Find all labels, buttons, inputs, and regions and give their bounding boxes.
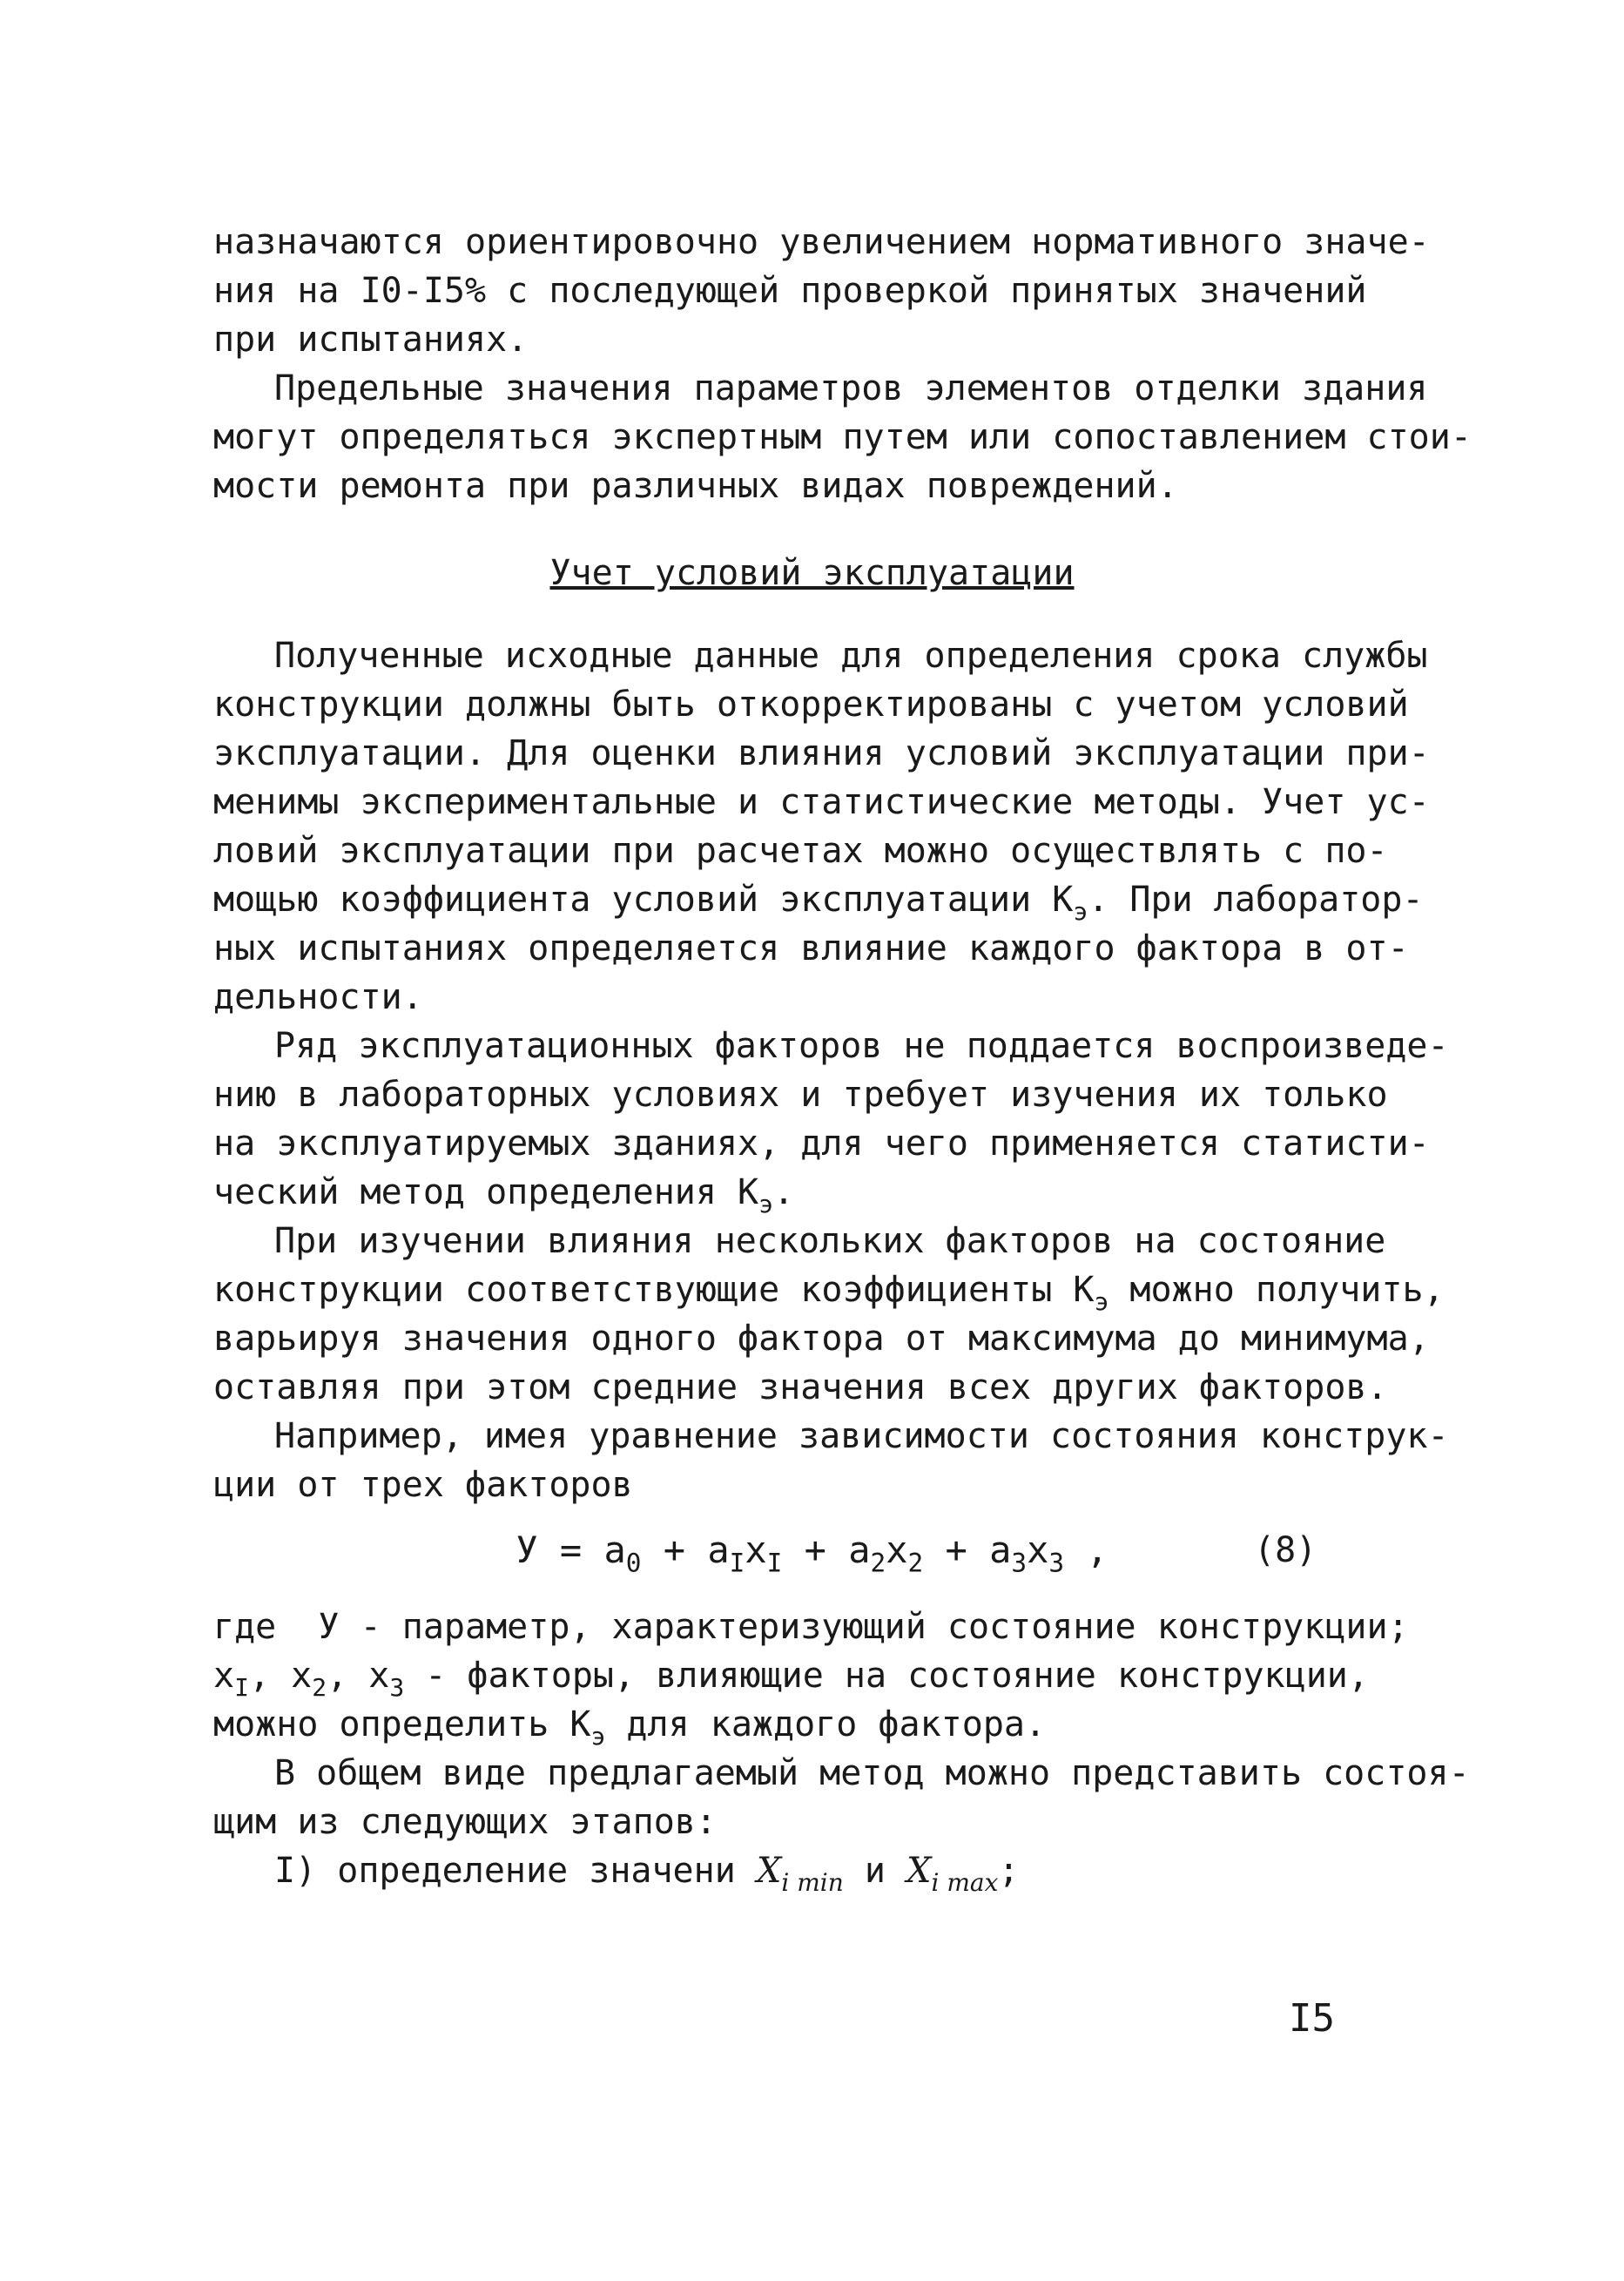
text-fragment: , x [327,1656,390,1696]
text-line: Например, имея уравнение зависимости состояния конструк- [274,1416,1449,1456]
text-line: щим из следующих этапов: [213,1802,717,1842]
text-line: варьируя значения одного фактора от максимума до минимума, [213,1319,1430,1359]
equation-sub: I [766,1548,783,1578]
equation-sub: 2 [870,1548,886,1578]
equation [0,1524,1624,1589]
text-line: назначаются ориентировочно увеличением нормативного значе- [213,222,1430,262]
subscript-e: э [1094,1286,1109,1316]
equation-sub: 3 [389,1672,405,1702]
text-line: на эксплуатируемых зданиях, для чего применяется статисти- [213,1124,1430,1164]
equation-part: , [1064,1529,1108,1571]
equation-part: + a [641,1529,730,1571]
text-line: ных испытаниях определяется влияние каждого фактора в от- [213,928,1409,968]
text-fragment: конструкции соответствующие коэффициенты К [213,1270,1095,1310]
equation-y: У [516,1529,538,1571]
subscript-e: э [758,1189,773,1218]
text-fragment: . [773,1172,795,1212]
text-fragment: x [213,1656,235,1696]
text-fragment: . При лаборатор- [1088,880,1424,920]
text-line: при испытаниях. [213,320,529,360]
text-line: где У - параметр, характеризующий состояние конструкции; [213,1607,1409,1647]
text-fragment: для каждого фактора. [605,1704,1047,1744]
text-line: Полученные исходные данные для определения срока службы [274,636,1428,676]
text-line: ния на I0-I5% с последующей проверкой принятых значений [213,271,1367,311]
text-line: оставляя при этом средние значения всех других факторов. [213,1367,1388,1407]
equation-sub: I [234,1672,249,1702]
equation-sub: 3 [1011,1548,1028,1578]
equation-number: (8) [1254,1530,1317,1570]
text-fragment: можно определить К [213,1704,591,1744]
text-line: Ряд эксплуатационных факторов не поддается воспроизведе- [274,1026,1449,1066]
equation-part: x [745,1529,767,1571]
text-fragment: X [756,1851,782,1891]
equation-part: x [1027,1529,1049,1571]
text-line: ловий эксплуатации при расчетах можно осуществлять с по- [213,831,1388,871]
text-fragment: ; [998,1851,1020,1891]
subscript-e: э [1073,896,1088,926]
equation-sub: 3 [1048,1548,1065,1578]
text-line: менимы экспериментальные и статистические методы. Учет ус- [213,782,1430,822]
page-number: I5 [1289,1996,1335,2041]
text-line: ции от трех факторов [213,1465,633,1505]
text-line: Предельные значения параметров элементов отделки здания [274,368,1428,408]
equation-part: + a [782,1529,871,1571]
text-line: эксплуатации. Для оценки влияния условий эксплуатации при- [213,733,1430,773]
text-fragment: I) определение значени [274,1851,757,1891]
text-line: нию в лабораторных условиях и требует изучения их только [213,1075,1388,1115]
section-heading: Учет условий эксплуатации [549,553,1075,593]
text-line: дельности. [213,977,423,1017]
text-fragment: и [843,1851,907,1891]
text-fragment: , x [248,1656,313,1696]
equation-sub: i min [781,1867,844,1897]
text-fragment: - факторы, влияющие на состояние конструкции, [404,1656,1369,1696]
text-line: В общем виде предлагаемый метод можно представить состоя- [274,1753,1470,1793]
text-fragment: ческий метод определения К [213,1172,759,1212]
subscript-e: э [590,1721,606,1751]
text-fragment: мощью коэффициента условий эксплуатации К [213,880,1074,920]
text-line: конструкции должны быть откорректированы с учетом условий [213,685,1409,725]
equation-sub: 2 [907,1548,924,1578]
equation-part: x [886,1529,908,1571]
equation-sub: 0 [625,1548,642,1578]
equation-part: + a [923,1529,1012,1571]
text-line: могут определяться экспертным путем или сопоставлением стои- [213,417,1472,457]
equation-sub: i max [931,1867,999,1897]
text-fragment: можно получить, [1108,1270,1445,1310]
equation-sub: 2 [312,1672,327,1702]
text-line: При изучении влияния нескольких факторов на состояние [274,1221,1386,1261]
text-line: мости ремонта при различных видах повреждений. [213,466,1178,506]
list-item [274,1846,1020,1907]
equation-part: = a [537,1529,626,1571]
text-fragment: X [906,1851,932,1891]
equation-sub: I [729,1548,745,1578]
